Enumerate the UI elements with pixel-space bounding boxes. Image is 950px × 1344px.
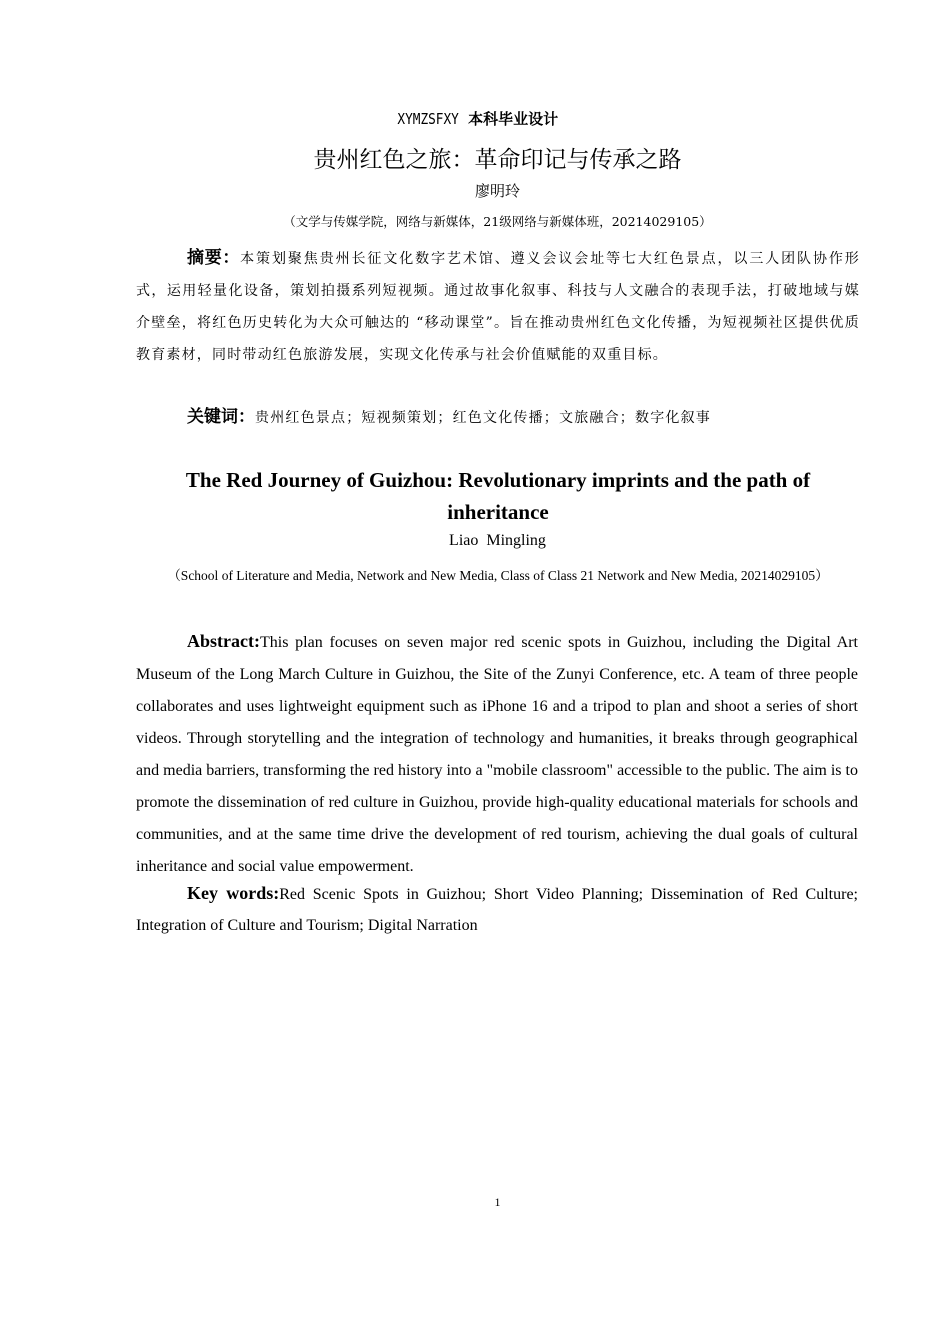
school-code: XYMZSFXY (397, 110, 459, 128)
english-affiliation: （School of Literature and Media, Network and New Media, Class of Class 21 Network and New Media, 20214029105） (167, 568, 829, 583)
english-title: The Red Journey of Guizhou: Revolutionary imprints and the path of inheritance (185, 468, 811, 524)
english-keywords-label: Key words: (187, 883, 280, 903)
english-abstract (136, 625, 858, 883)
chinese-author: 廖明玲 (474, 182, 520, 200)
page-number: 1 (494, 1195, 501, 1209)
chinese-affiliation: （文学与传媒学院，网络与新媒体，21级网络与新媒体班，20214029105） (283, 214, 712, 229)
english-keywords-text: Red Scenic Spots in Guizhou; Short Video Planning; Dissemination of Red Culture; Integration of Culture and Tourism; Digital Narration (136, 886, 858, 934)
english-keywords (136, 878, 858, 941)
english-abstract-text: This plan focuses on seven major red scenic spots in Guizhou, including the Digital Art Museum of the Long March Culture in Guizhou, the Site of the Zunyi Conference, etc. A team of three people collaborates and uses lightweight equipment such as iPhone 16 and a tripod to plan and shoot a series of short videos. Through storytelling and the integration of technology and humanities, it breaks through geographical and media barriers, transforming the red history into a "mobile classroom" accessible to the public. The aim is to promote the dissemination of red culture in Guizhou, provide high-quality educational materials for schools and communities, and at the same time drive the development of red tourism, achieving the dual goals of cultural inheritance and social value empowerment. (136, 634, 858, 875)
chinese-abstract-label: 摘要： (187, 248, 241, 268)
thesis-type-label: 本科毕业设计 (468, 110, 559, 128)
chinese-abstract (136, 242, 860, 371)
english-author: Liao Mingling (449, 532, 546, 549)
english-abstract-label: Abstract: (187, 631, 260, 651)
chinese-abstract-text: 本策划聚焦贵州长征文化数字艺术馆、遵义会议会址等七大红色景点，以三人团队协作形式，运用轻量化设备，策划拍摄系列短视频。通过故事化叙事、科技与人文融合的表现手法，打破地域与媒介壁垒，将红色历史转化为大众可触达的 “移动课堂”。旨在推动贵州红色文化传播，为短视频社区提供优质教育素材，同时带动红色旅游发展，实现文化传承与社会价值赋能的双重目标。 (136, 251, 860, 363)
chinese-keywords (136, 402, 860, 433)
chinese-keywords-text: 贵州红色景点；短视频策划；红色文化传播；文旅融合；数字化叙事 (255, 410, 711, 426)
chinese-title: 贵州红色之旅：革命印记与传承之路 (313, 147, 682, 173)
chinese-keywords-label: 关键词： (187, 407, 255, 427)
document-header (0, 106, 950, 133)
